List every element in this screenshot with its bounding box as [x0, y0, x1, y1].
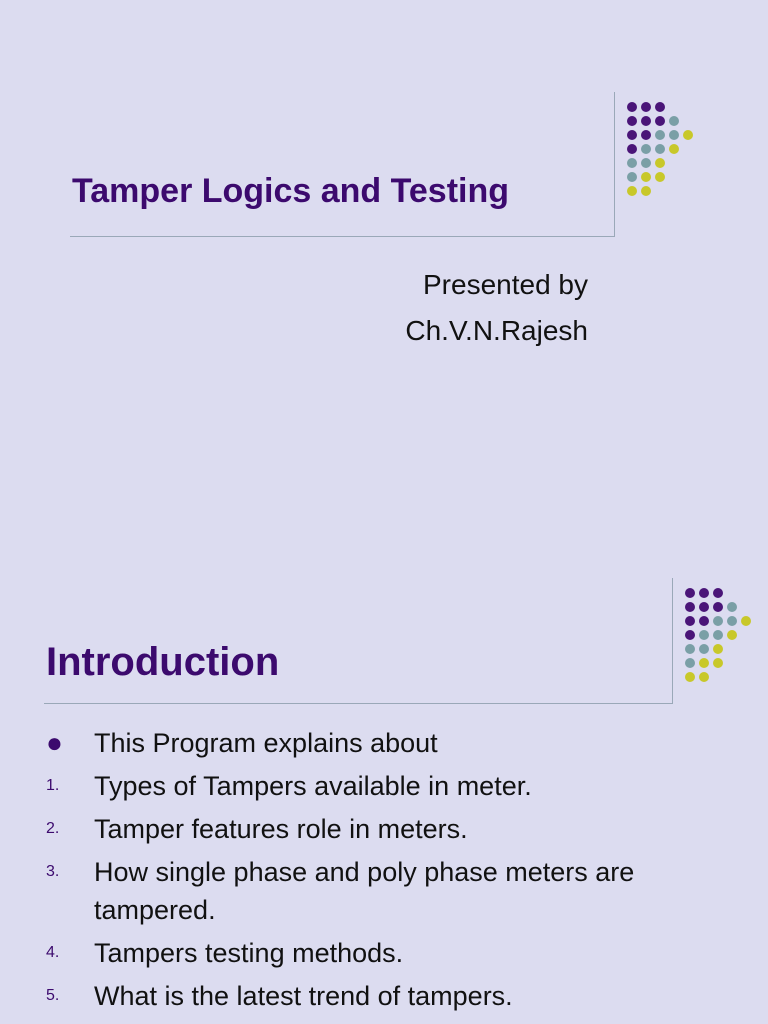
introduction-slide — [0, 500, 768, 1024]
list-item — [0, 853, 768, 929]
decor-dot — [627, 158, 637, 168]
list-item-text: Tampers testing methods. — [94, 938, 404, 968]
intro-list — [0, 724, 768, 1015]
decor-dot — [655, 172, 665, 182]
bullet-marker: ● — [46, 727, 63, 758]
number-marker: 4. — [46, 944, 60, 961]
decor-dot — [713, 658, 723, 668]
decor-dot — [685, 588, 695, 598]
decor-dot — [641, 144, 651, 154]
list-item-text: How single phase and poly phase meters are tampered. — [94, 857, 635, 925]
number-marker: 3. — [46, 863, 60, 880]
decor-dot — [641, 130, 651, 140]
decor-dot — [655, 102, 665, 112]
decor-dot — [627, 102, 637, 112]
list-item — [0, 977, 768, 1015]
presenter-label: Presented by — [423, 269, 588, 300]
decor-dot — [627, 144, 637, 154]
decor-dot — [685, 658, 695, 668]
decor-dot — [727, 630, 737, 640]
decor-dot — [727, 616, 737, 626]
decor-vertical-line — [672, 578, 673, 704]
decor-dot — [655, 116, 665, 126]
decor-vertical-line — [614, 92, 615, 237]
decor-dot — [627, 186, 637, 196]
decor-dot — [699, 616, 709, 626]
decor-horizontal-line — [44, 703, 673, 704]
decor-dot — [641, 186, 651, 196]
number-marker: 5. — [46, 987, 60, 1004]
decor-dot — [685, 630, 695, 640]
decor-dot — [641, 172, 651, 182]
number-marker: 1. — [46, 777, 60, 794]
decor-dot — [685, 644, 695, 654]
list-item — [0, 934, 768, 972]
list-item-text: What is the latest trend of tampers. — [94, 981, 513, 1011]
decor-dot — [641, 158, 651, 168]
decor-dot — [713, 602, 723, 612]
decor-dot — [727, 602, 737, 612]
decor-dot — [627, 130, 637, 140]
decor-dot — [685, 616, 695, 626]
decor-dot — [655, 144, 665, 154]
decor-dot — [713, 616, 723, 626]
decor-dot — [699, 602, 709, 612]
decor-dot — [741, 616, 751, 626]
decor-dot — [683, 130, 693, 140]
decor-dot — [713, 630, 723, 640]
slide-title: Tamper Logics and Testing — [72, 172, 510, 210]
presenter-name: Ch.V.N.Rajesh — [405, 315, 588, 346]
slide-title: Introduction — [46, 640, 280, 684]
decor-dot — [699, 658, 709, 668]
presenter-block — [405, 262, 588, 354]
decor-dot — [713, 644, 723, 654]
list-item — [0, 810, 768, 848]
list-item-text: This Program explains about — [94, 728, 438, 758]
decor-dot — [699, 588, 709, 598]
decor-dot — [713, 588, 723, 598]
decor-dot — [627, 172, 637, 182]
decor-dot — [669, 130, 679, 140]
decor-dot — [685, 602, 695, 612]
title-slide — [0, 0, 768, 500]
decor-dot — [627, 116, 637, 126]
list-item — [0, 767, 768, 805]
decor-dot — [655, 158, 665, 168]
decor-dot — [669, 116, 679, 126]
decor-dot — [699, 672, 709, 682]
decor-dot — [699, 644, 709, 654]
decor-dot — [699, 630, 709, 640]
list-item — [0, 724, 768, 762]
decor-dot — [641, 116, 651, 126]
list-item-text: Tamper features role in meters. — [94, 814, 468, 844]
number-marker: 2. — [46, 820, 60, 837]
decor-horizontal-line — [70, 236, 615, 237]
decor-dot — [655, 130, 665, 140]
list-item-text: Types of Tampers available in meter. — [94, 771, 532, 801]
decor-dot — [669, 144, 679, 154]
decor-dot — [641, 102, 651, 112]
decor-dot — [685, 672, 695, 682]
